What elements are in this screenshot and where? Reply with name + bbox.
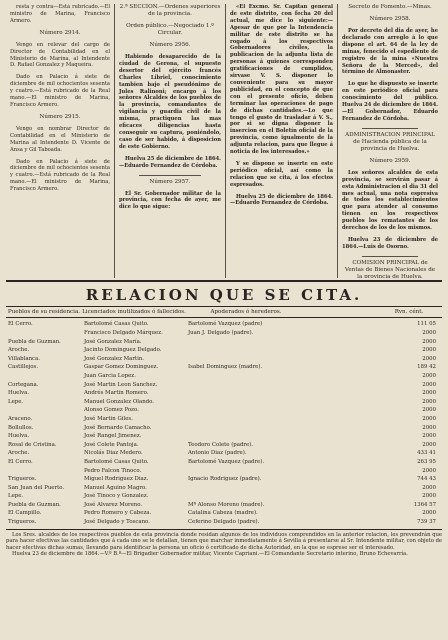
cell-licenciado: Andrés Martin Romero. [84,390,149,397]
table-row [6,449,442,458]
notice-heading-block [342,132,438,153]
cell-licenciado: Nicolás Diaz Medero. [84,450,143,457]
cell-pueblo: Cortegana. [8,381,39,388]
notice-heading: Número 2957. [149,178,191,185]
cell-pueblo: Rosal de Cristina. [8,441,57,448]
cell-licenciado: José Martin Giles. [84,415,133,422]
cell-pueblo: Castillejos. [8,364,39,371]
notice-paragraph-block [119,54,221,151]
column-rule [362,256,418,257]
table-row [6,355,442,364]
notice-paragraph-block [10,159,110,194]
notice-paragraph: Los señores alcaldes de esta provincia, se servirán pasar á esta Administracion el dia 31 del mes actual, una nota espresiva de todos los establecimientos que para atender al consumo tienen en los respectivos pueblos los rematantes de los derechos de los de los mismos. [342,169,438,232]
cell-pueblo: Huelva. [8,390,30,397]
table-row [6,518,442,527]
cell-pueblo: Puebla de Guzman. [8,338,61,345]
cell-pueblo: San Juan del Puerto. [8,484,65,491]
column-4 [337,4,442,278]
cell-licenciado: José Gonzalez Martin. [84,355,145,362]
notice-paragraph-block [10,4,110,25]
table-row [6,320,442,329]
column-3 [225,4,337,278]
column-1 [6,4,114,278]
cell-pueblo: Puebla de Guzman. [8,501,61,508]
notice-paragraph: Huelva 25 de diciembre de 1864.—Eduardo Fernandez de Córdoba. [119,155,221,169]
cell-amount: 2000 [422,390,436,397]
cell-apoderado: Juan J. Delgado (padre). [188,330,254,336]
table-row [6,484,442,493]
cell-apoderado: Teodoro Colete (padre). [188,441,254,448]
notice-heading: ADMINISTRACION PRINCIPAL de Hacienda pública de la provincia de Huelva. [345,131,435,152]
table-row [6,406,442,415]
cell-amount: 2000 [422,398,436,405]
notice-paragraph: Huelva 25 de diciembre de 1864.—Eduardo Fernandez de Córdoba. [230,193,333,207]
cell-licenciado: Alonso Gomez Pozo. [84,407,139,414]
notice-paragraph: Vengo en nombrar Director de Contabilidad en el Ministerio de Marina al Intendente D. Vicente de Ansa y Gil Taboada. [10,125,110,153]
cell-licenciado: Pedro Romero y Cabeza. [84,510,152,517]
cell-pueblo: El Campillo. [8,510,42,517]
table-row [6,458,442,467]
header-apoderados: Apoderados ó herederos. [210,309,282,315]
notice-paragraph: El Sr. Gobernador militar de la provincia, con fecha de ayer, me dice lo que sigue: [119,190,221,211]
table-row [6,501,442,510]
cell-licenciado: Bartolomé Casas Quito. [84,321,149,328]
cell-apoderado: Bartolomé Vazquez (padre) [188,321,263,328]
cell-licenciado: José Rangel Jimenez. [84,433,142,440]
table-row [6,509,442,518]
notice-paragraph-block [10,126,110,154]
cell-apoderado: Mª Alonso Moreno (madre). [188,501,265,508]
notice-heading-block [119,4,221,18]
notice-heading-block [119,23,221,37]
cell-amount: 2000 [422,338,436,345]
notice-paragraph: Y se dispone se inserte en este periódico oficial, así como la relacion que se cita, á los efectos espresados. [230,160,333,188]
cell-amount: 1364 57 [413,501,436,508]
cell-apoderado: Ignacio Rodriguez (padre). [188,476,262,483]
notice-heading: Número 2956. [149,42,191,48]
notice-paragraph: Habiendo desaparecido de la ciudad de Gerona, el supuesto desertor del ejército francés Charles Libriel, conocimiento tambien bajo el pseudónimo de Jules Ralinoni; encargo á los señores Alcaldes de los pueblos de la provincia, comandantes de vigilancia y guardia civil de la misma, practiquen las mas eficaces diligencias hasta conseguir su captura, poniéndolo, caso de ser habido, á disposicion de este Gobierno. [119,54,221,150]
cell-pueblo: El Cerro. [8,321,33,328]
table-row [6,338,442,347]
cell-apoderado: Antonio Diaz (padre). [188,450,247,457]
relacion-title: RELACION QUE SE CITA. [6,280,442,304]
cell-pueblo: Trigueros. [8,519,37,526]
header-licenciados: Licenciados inutilizados ó fallecidos. [82,309,186,315]
column-rule [362,128,418,129]
notice-heading-block [342,158,438,165]
notice-heading: Número 2915. [39,113,81,120]
notice-heading-block [10,30,110,37]
cell-amount: 2000 [422,372,436,379]
cell-licenciado: Manuel Gonzalez Olando. [84,398,154,405]
cell-apoderado: Bartolomé Vazquez (padre). [188,458,265,465]
footer-signature: Huelva 23 de diciembre de 1864.—V.º B.º—El Brigadier Gobernador militar, Vicente Capriani.—El Comandante Secretario interino, Bruno Echevarría. [12,551,408,558]
cell-licenciado: José Tinoco y Gonzalez. [84,493,149,500]
table-row [6,475,442,484]
notice-paragraph-block [342,81,438,122]
table-row [6,389,442,398]
notice-paragraph-block [119,191,221,212]
cell-apoderado: Ceferino Delgado (padre). [188,519,260,526]
cell-amount: 2000 [422,415,436,422]
table-row [6,432,442,441]
cell-licenciado: Miguel Rodriguez Diaz. [84,476,149,483]
cell-licenciado: José Martin Leon Sanchez. [84,381,158,388]
table-row [6,441,442,450]
cell-licenciado: Pedro Falcon Tinoco. [84,467,142,474]
notice-paragraph-block [342,170,438,232]
relacion-header [6,306,442,318]
table-row [6,492,442,501]
table-row [6,363,442,372]
notice-paragraph: resta y contra—Está rubricado.—El ministro de Marina, Francisco Armero. [10,4,110,24]
table-row [6,415,442,424]
column-2 [114,4,225,278]
table-row [6,329,442,338]
notice-heading: Número 2958. [369,16,411,22]
notice-heading-block [119,42,221,49]
cell-licenciado: José Gonzalez María. [84,338,142,345]
notice-paragraph-block [342,237,438,251]
notice-paragraph-block [342,28,438,76]
relacion-footer [6,529,442,558]
cell-amount: 2000 [422,441,436,448]
cell-pueblo: Trigueros. [8,476,37,483]
cell-licenciado: Manuel Aguino Magro. [84,484,147,491]
table-row [6,346,442,355]
relacion-rows [6,320,442,526]
cell-amount: 2000 [422,330,436,336]
cell-amount: 2000 [422,433,436,440]
notice-paragraph: Vengo en relevar del cargo de Director de Contabilidad en el Ministerio de Marina, al Intendente D. Rafael Gonzalez y Maqueira. [10,41,110,69]
table-row [6,424,442,433]
notice-paragraph-block [230,194,333,208]
cell-licenciado: Gaspar Gomez Dominguez. [84,364,159,371]
notice-heading: Secreto de Fomento.—Minas. [348,4,432,10]
cell-licenciado: José Bernardo Camacho. [84,424,152,431]
notice-paragraph-block [119,156,221,170]
header-rvn: Rvn. cént. [394,309,424,315]
header-spacer [306,309,376,315]
notice-heading: Orden público.—Negociado 1.º Circular. [126,23,214,36]
cell-licenciado: Juan Garcia Lopez. [84,372,136,379]
cell-amount: 744 43 [417,476,436,483]
cell-amount: 2000 [422,355,436,362]
cell-amount: 189 42 [417,364,436,371]
cell-amount: 433 41 [417,450,436,457]
cell-amount: 739 37 [417,519,436,526]
cell-licenciado: José Colete Pantoja. [84,441,139,448]
notice-paragraph: Por decreto del dia de ayer, he declarado con arreglo á lo que dispone el art. 64 de la ley de minas, fenecido el espediente de registro de la mina «Nuestra Señora de la Merced», del término de Almonaster. [342,28,438,76]
footer-text: Los Sres. alcaldes de los respectivos pueblos de esta provincia donde residan algunos de los individuos comprendidos en la anterior relacion, les prevendrán que para hacer efectivas las cantidades que á cada uno se le detallan, tienen que marchar inmediatamente á Sevilla á presentarse al Sr. Intendente militar, con objeto de hacer efectivas dichas sumas, llevando para identificar la persona un oficio ó certificado de dicha Autoridad, en la que se esprese ser el interesado. [6,531,442,551]
table-row [6,398,442,407]
cell-licenciado: Jacinto Dominguez Delgado. [84,347,162,354]
table-row [6,372,442,381]
cell-amount: 263 95 [417,458,436,465]
cell-amount: 2000 [422,484,436,491]
cell-pueblo: Araceno. [8,415,33,422]
cell-pueblo: El Cerro. [8,458,33,465]
column-rule [139,175,201,176]
cell-apoderado: Isabel Dominguez (madre). [188,364,263,371]
notice-heading-block [342,4,438,11]
notice-heading-block [342,16,438,23]
notice-paragraph: «El Excmo. Sr. Capitan general de este distrito, con fecha 20 del actual, me dice lo siguiente:—Apesar de que por la Intendencia militar de este distrito se ha rogado á los respectivos Gobernadores civiles, la publicacion de la adjunta lista de personas á quienes corresponden gratificaciones de cumplidos, sirvase V. S. disponer lo conveniente para su mayor publicidad, en el concepto de que con el presente oficio, deben terminar las operaciones de pago de dichas cantidades.—Lo que tengo el gusto de trasladar á V. S., por si se digna disponer la insercion en el Boletín oficial de la provincia, como igualmente de la adjunta relacion, para que llegue á noticia de los interesados.» [230,4,333,156]
notice-columns [6,4,442,278]
notice-heading-block [342,260,438,278]
notice-paragraph: Dado en Palacio á siete de diciembre de mil ochocientos sesenta y cuatro.—Está rubricado de la Real mano.—El ministro de Marina, Francisco Armero. [10,74,110,108]
notice-paragraph-block [230,4,333,156]
cell-amount: 2000 [422,407,436,414]
cell-pueblo: Lepe. [8,493,24,500]
notice-heading-block [119,179,221,186]
notice-heading: COMISION PRINCIPAL de Ventas de Bienes Nacionales de la provincia de Huelva. [344,259,436,278]
cell-pueblo: Lepe. [8,398,24,405]
cell-licenciado: Bartolomé Casas Quito. [84,458,149,465]
cell-pueblo: Huelva. [8,433,30,440]
cell-amount: 2000 [422,510,436,517]
cell-amount: 111 05 [417,321,436,328]
cell-pueblo: Villablanca. [8,355,40,362]
notice-heading: 2.ª SECCION.—Órdenes superiores de la provincia. [119,4,221,17]
cell-pueblo: Bollullos. [8,424,34,431]
cell-amount: 2000 [422,467,436,474]
cell-amount: 2000 [422,493,436,500]
cell-pueblo: Aroche. [8,347,30,354]
notice-heading: Número 2959. [369,157,411,164]
header-pueblos: Pueblos de su residencia. [7,309,81,315]
table-row [6,467,442,476]
cell-amount: 2000 [422,347,436,354]
notice-paragraph: Dado en Palacio á siete de diciembre de mil ochocientos sesenta y cuatro.—Está rubricado de la Real mano.—El ministro de Marina, Francisco Armero. [10,158,110,193]
cell-licenciado: José Delgado y Toscano. [84,519,150,526]
notice-heading-block [10,114,110,121]
cell-licenciado: Francisco Delgado Márquez. [84,330,163,336]
notice-paragraph-block [230,161,333,189]
cell-amount: 2000 [422,424,436,431]
notice-paragraph: Huelva 23 de diciembre de 1864.—Luis de Osorno. [342,236,438,250]
cell-pueblo: Aroche. [8,450,30,457]
cell-licenciado: José Alvarez Moreno. [84,501,143,508]
notice-heading: Número 2914. [39,29,81,36]
cell-amount: 2000 [422,381,436,388]
table-row [6,381,442,390]
notice-paragraph-block [10,74,110,109]
cell-apoderado: Catalina Cabeza (madre). [188,510,258,517]
notice-paragraph-block [10,42,110,70]
notice-paragraph: Lo que he dispuesto se inserte en este periódico oficial para conocimiento del público. Huelva 24 de diciembre de 1864.—El Gobernador, Eduardo Fernandez de Córdoba. [342,81,438,122]
